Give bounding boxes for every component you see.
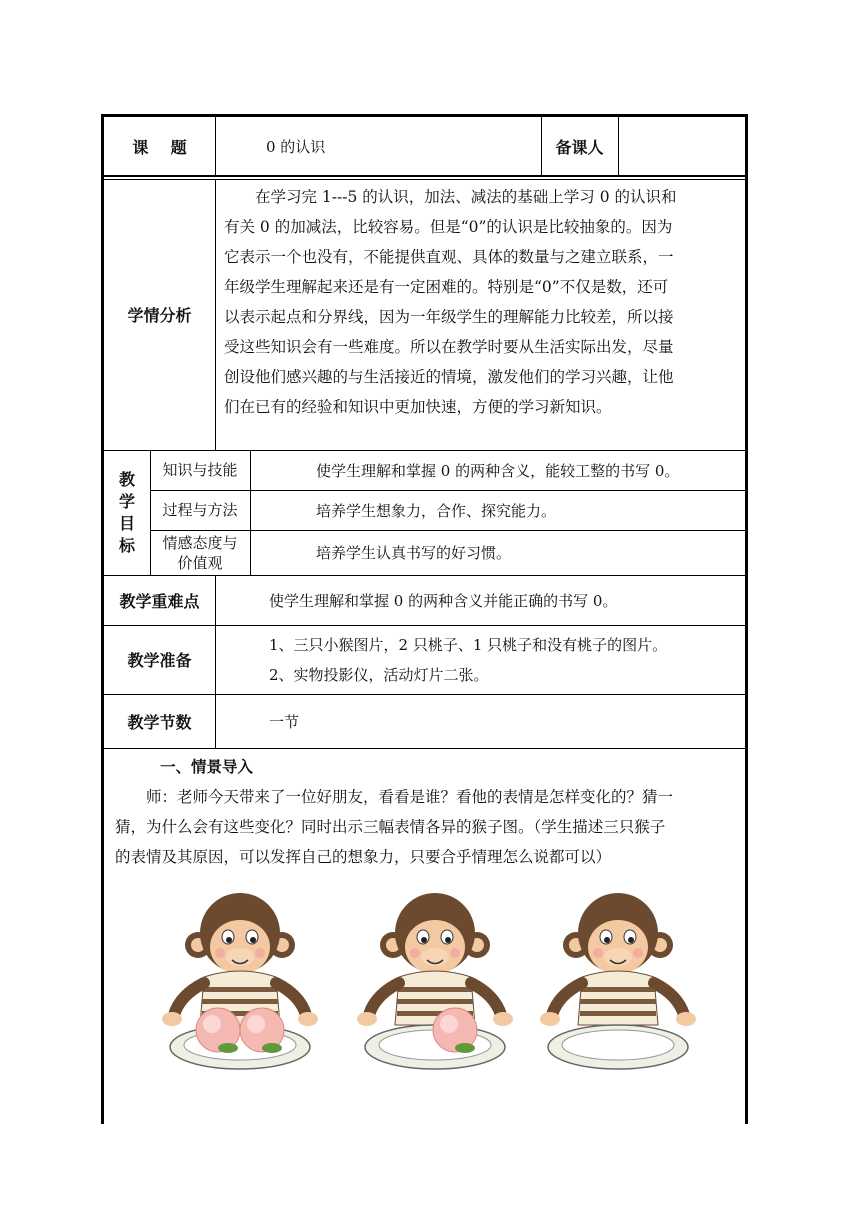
goal-name: 知识与技能 <box>162 461 238 479</box>
preparation-list <box>269 630 739 690</box>
analysis-line: 有关 0 的加减法，比较容易。但是“0”的认识是比较抽象的。因为 <box>224 218 673 236</box>
col-divider <box>215 575 216 748</box>
analysis-line: 年级学生理解起来还是有一定困难的。特别是“0”不仅是数，还可 <box>224 278 669 296</box>
goal-value: 培养学生想象力，合作、探究能力。 <box>316 501 557 520</box>
col-divider <box>215 179 216 450</box>
process-paragraph <box>115 782 740 872</box>
periods-value: 一节 <box>269 712 300 731</box>
goal-value: 培养学生认真书写的好习惯。 <box>316 544 512 562</box>
goals-label-char: 教 <box>118 469 135 489</box>
monkeys-illustration <box>150 885 710 1085</box>
process-line: 猜，为什么会有这些变化？同时出示三幅表情各异的猴子图。（学生描述三只猴子 <box>115 818 666 836</box>
topic-label: 课 题 <box>132 137 187 157</box>
row-divider <box>104 748 745 749</box>
goal-value: 使学生理解和掌握 0 的两种含义，能较工整的书写 0。 <box>316 461 680 480</box>
preparer-label: 备课人 <box>555 137 604 157</box>
goals-label-char: 学 <box>118 491 135 511</box>
topic-value: 0 的认识 <box>266 137 326 156</box>
preparer-value <box>624 117 744 175</box>
goals-label <box>104 450 150 575</box>
col-divider <box>618 117 619 175</box>
analysis-line: 创设他们感兴趣的与生活接近的情境，激发他们的学习兴趣，让他 <box>224 368 674 386</box>
goal-name: 过程与方法 <box>162 501 238 519</box>
process-line: 的表情及其原因，可以发挥自己的想象力，只要合乎情理怎么说都可以） <box>115 848 612 866</box>
analysis-paragraph <box>224 182 739 422</box>
process-line: 师：老师今天带来了一位好朋友，看看是谁？看他的表情是怎样变化的？猜一 <box>146 788 674 806</box>
analysis-line: 受这些知识会有一些难度。所以在教学时要从生活实际出发，尽量 <box>224 338 674 356</box>
goals-label-char: 标 <box>118 535 135 555</box>
monkey-one-peach <box>357 893 513 1069</box>
goals-label-char: 目 <box>118 513 135 533</box>
col-divider <box>215 117 216 175</box>
monkey-two-peaches <box>162 893 318 1069</box>
preparation-item: 2、实物投影仪，活动灯片二张。 <box>269 666 489 684</box>
goal-name: 情感态度与价值观 <box>162 533 238 572</box>
key-points-value: 使学生理解和掌握 0 的两种含义并能正确的书写 0。 <box>269 591 618 610</box>
analysis-line: 在学习完 1---5 的认识，加法、减法的基础上学习 0 的认识和 <box>255 188 677 206</box>
analysis-label: 学情分析 <box>127 306 192 325</box>
analysis-line: 们在已有的经验和知识中更加快速，方便的学习新知识。 <box>224 398 612 416</box>
row-divider <box>104 175 745 177</box>
key-points-label: 教学重难点 <box>119 591 200 611</box>
analysis-line: 以表示起点和分界线，因为一年级学生的理解能力比较差，所以接 <box>224 308 674 326</box>
periods-label: 教学节数 <box>127 712 192 732</box>
section-title: 一、情景导入 <box>160 758 254 776</box>
preparation-label: 教学准备 <box>127 651 192 670</box>
analysis-line: 它表示一个也没有，不能提供直观、具体的数量与之建立联系，一 <box>224 248 674 266</box>
col-divider <box>250 450 251 575</box>
monkey-no-peaches <box>540 893 696 1069</box>
preparation-item: 1、三只小猴图片，2 只桃子、1 只桃子和没有桃子的图片。 <box>269 636 668 654</box>
